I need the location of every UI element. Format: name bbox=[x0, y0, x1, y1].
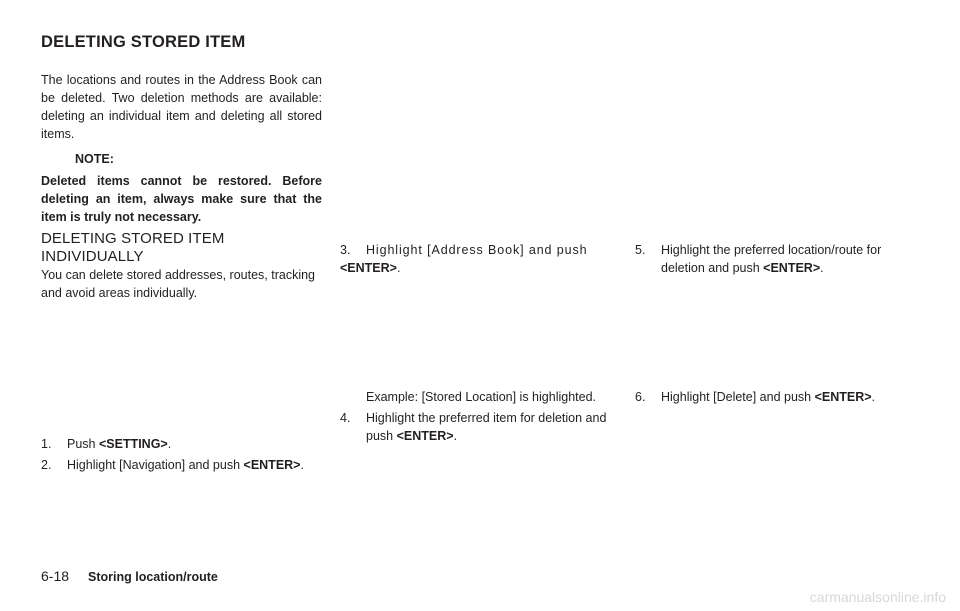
step-number: 2. bbox=[41, 458, 52, 472]
step-3: 3. Highlight [Address Book] and push <ENTER>. bbox=[340, 243, 588, 275]
step-number: 4. bbox=[340, 411, 351, 425]
example-caption: Example: [Stored Location] is highlighted. bbox=[366, 390, 596, 404]
section-heading: DELETING STORED ITEM INDIVIDUALLY bbox=[41, 230, 225, 265]
section-body: You can delete stored addresses, routes, tracking and avoid areas individually. bbox=[41, 268, 316, 300]
page-title: DELETING STORED ITEM bbox=[41, 33, 246, 51]
step-text: Highlight [Navigation] and push bbox=[67, 458, 244, 472]
step-4: 4. Highlight the preferred item for deletion and push <ENTER>. bbox=[340, 411, 607, 443]
step-text: Highlight [Delete] and push bbox=[661, 390, 815, 404]
page-number: 6-18 bbox=[41, 568, 70, 584]
note-label: NOTE: bbox=[75, 152, 114, 166]
step-6: 6. Highlight [Delete] and push <ENTER>. bbox=[635, 390, 876, 404]
key-label: <SETTING> bbox=[98, 437, 168, 451]
step-number: 6. bbox=[635, 390, 646, 404]
key-label: <ENTER> bbox=[763, 261, 821, 275]
watermark: carmanualsonline.info bbox=[809, 589, 946, 605]
key-label: <ENTER> bbox=[243, 458, 301, 472]
key-label: <ENTER> bbox=[814, 390, 872, 404]
intro-paragraph: The locations and routes in the Address Book can be deleted. Two deletion methods are available: deleting an individual item and deleting all stored items. bbox=[41, 73, 322, 141]
footer-section-title: Storing location/route bbox=[88, 570, 218, 584]
step-2: 2. Highlight [Navigation] and push <ENTER>. bbox=[41, 458, 304, 472]
key-label: <ENTER> bbox=[340, 261, 397, 275]
key-label: <ENTER> bbox=[396, 429, 454, 443]
step-text: Push bbox=[67, 437, 99, 451]
step-5: 5. Highlight the preferred location/route for deletion and push <ENTER>. bbox=[635, 243, 882, 275]
step-text: Highlight the preferred location/route for deletion and push bbox=[661, 243, 882, 275]
step-text: Highlight the preferred item for deletion and push bbox=[366, 411, 607, 443]
step-number: 5. bbox=[635, 243, 646, 257]
step-1: 1. Push <SETTING>. bbox=[41, 437, 172, 451]
step-number: 3. bbox=[340, 243, 351, 257]
note-text: Deleted items cannot be restored. Before deleting an item, always make sure that the item is truly not necessary. bbox=[41, 174, 322, 224]
step-text: Highlight [Address Book] and push bbox=[366, 243, 588, 257]
step-number: 1. bbox=[41, 437, 52, 451]
